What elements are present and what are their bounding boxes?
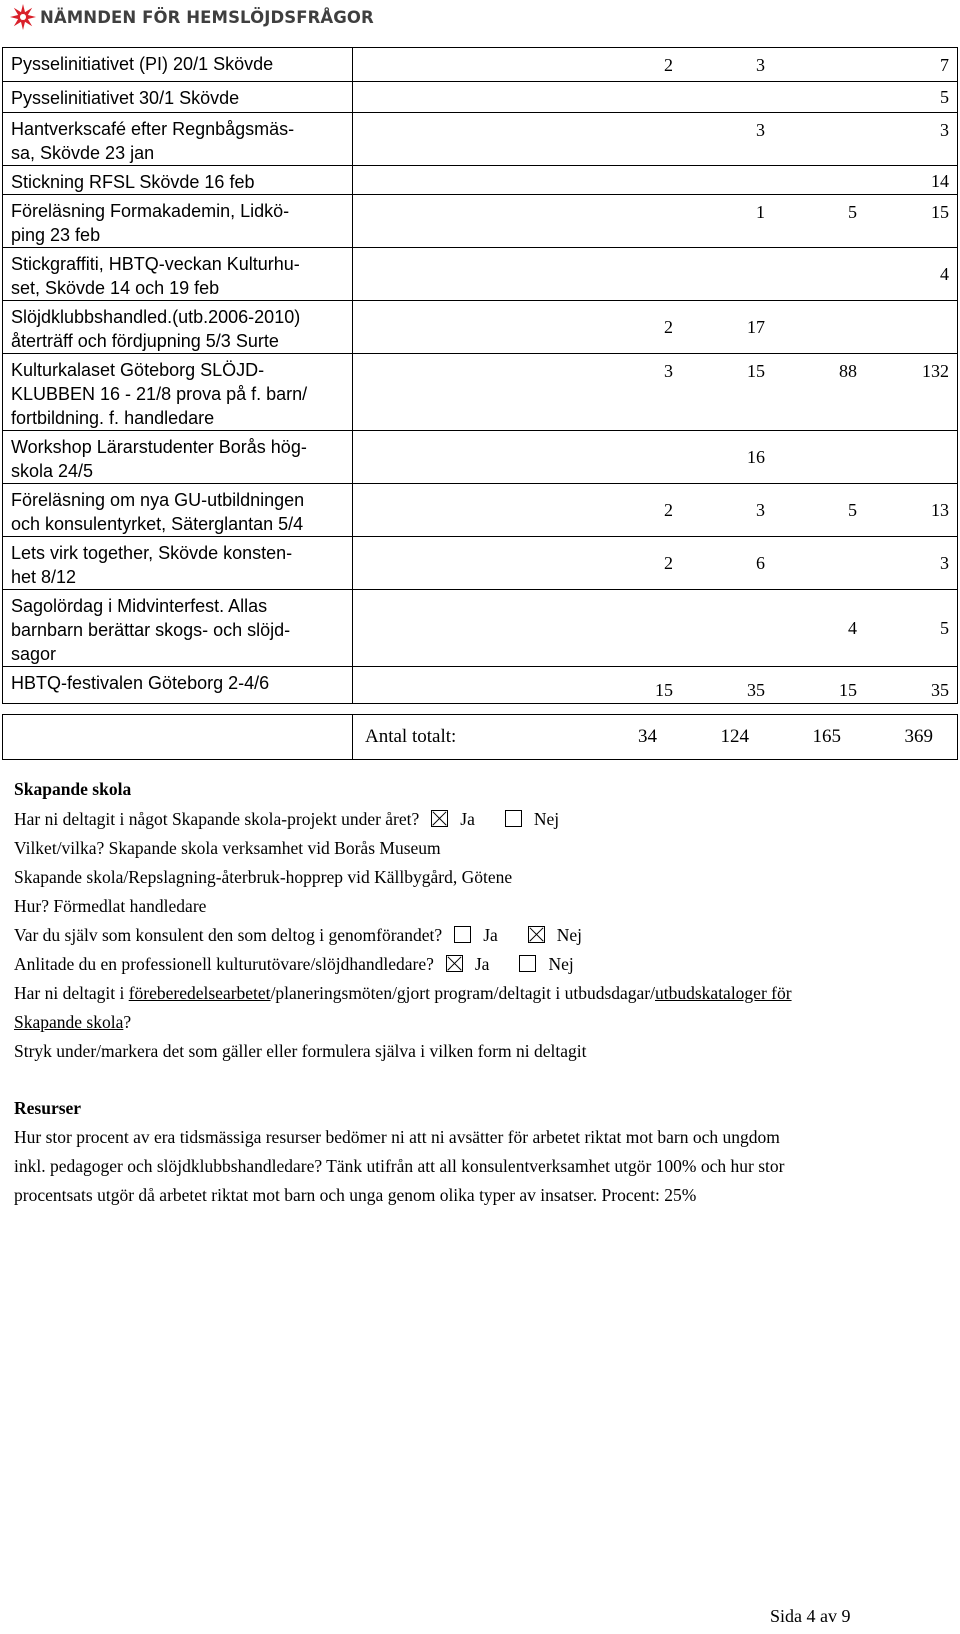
table-row — [3, 484, 958, 537]
count-value: 3 — [940, 120, 949, 140]
vilket-answer: Vilket/vilka? Skapande skola verksamhet vid Borås Museum — [14, 838, 441, 858]
ja-checkbox[interactable] — [454, 926, 471, 943]
underlined-option: utbudskataloger för — [655, 983, 792, 1003]
question-text: Har ni deltagit i något Skapande skola-projekt under året? — [14, 809, 420, 829]
total-value: 34 — [638, 726, 657, 747]
nej-checkbox[interactable] — [519, 955, 536, 972]
activity-values — [353, 248, 957, 300]
hur-answer: Hur? Förmedlat handledare — [14, 896, 207, 916]
org-logo — [10, 2, 374, 32]
count-value: 15 — [747, 361, 765, 381]
question-text: Anlitade du en professionell kulturutövare/slöjdhandledare? — [14, 954, 434, 974]
question-end: ? — [123, 1012, 132, 1032]
activity-values — [353, 537, 957, 589]
activity-label: Sagolördag i Midvinterfest. Allas barnbarn berättar skogs- och slöjd- sagor — [11, 596, 291, 664]
skapande-skola-heading: Skapande skola — [14, 779, 132, 799]
question-middle: /planeringsmöten/gjort program/deltagit i utbudsdagar/ — [270, 983, 655, 1003]
activity-values — [353, 82, 957, 112]
instruction-text: Stryk under/markera det som gäller eller formulera själva i vilken form ni deltagit — [14, 1041, 587, 1061]
underlined-option: Skapande skola — [14, 1012, 124, 1032]
activity-label: Slöjdklubbshandled.(utb.2006-2010) återträff och fördjupning 5/3 Surte — [11, 307, 301, 351]
count-value: 13 — [931, 500, 949, 520]
table-row — [3, 537, 958, 590]
table-row — [3, 301, 958, 354]
activity-label: Workshop Lärarstudenter Borås hög- skola 24/5 — [11, 437, 307, 481]
count-value — [765, 119, 857, 165]
empty-cell — [3, 715, 353, 760]
count-value — [353, 119, 673, 165]
activity-label: Lets virk together, Skövde konsten- het 8/12 — [11, 543, 293, 587]
total-label: Antal totalt: — [365, 726, 457, 747]
nej-label: Nej — [556, 925, 583, 945]
count-value: 88 — [839, 361, 857, 381]
count-value: 17 — [747, 317, 765, 337]
count-value: 5 — [848, 202, 857, 222]
table-row — [3, 82, 958, 113]
count-value: 132 — [922, 361, 949, 381]
nej-checkbox[interactable] — [528, 926, 545, 943]
count-value: 2 — [664, 317, 673, 337]
activity-values — [353, 484, 957, 536]
count-value: 1 — [756, 202, 765, 222]
resurser-text-2: inkl. pedagoger och slöjdklubbshandledare? Tänk utifrån att all konsulentverksamhet utgör 100% och hur stor — [14, 1156, 785, 1176]
nej-checkbox[interactable] — [505, 810, 522, 827]
count-value: 3 — [940, 553, 949, 573]
activity-values — [353, 113, 957, 165]
activities-table — [2, 47, 958, 760]
count-value: 15 — [839, 680, 857, 700]
table-row — [3, 166, 958, 195]
count-value: 16 — [747, 447, 765, 467]
count-value: 6 — [756, 553, 765, 573]
table-row — [3, 590, 958, 667]
activity-label: Hantverkscafé efter Regnbågsmäs- sa, Skövde 23 jan — [11, 119, 295, 163]
count-value: 3 — [756, 500, 765, 520]
question-skapande-projekt — [14, 808, 559, 830]
activity-label: Pysselinitiativet 30/1 Skövde — [11, 88, 240, 108]
ja-label: Ja — [460, 809, 475, 829]
count-value: 4 — [848, 618, 857, 638]
activity-label: Stickning RFSL Skövde 16 feb — [11, 172, 255, 192]
ja-label: Ja — [483, 925, 498, 945]
table-row — [3, 113, 958, 166]
question-deltagit — [14, 982, 792, 1004]
count-value: 4 — [940, 264, 949, 284]
count-value — [353, 201, 673, 247]
count-value: 2 — [664, 54, 673, 75]
count-value: 3 — [756, 120, 765, 140]
table-row — [3, 248, 958, 301]
red-star-logo-icon — [10, 4, 36, 30]
count-value: 5 — [848, 500, 857, 520]
total-values — [353, 715, 957, 759]
activity-label: Stickgraffiti, HBTQ-veckan Kulturhu- set, Skövde 14 och 19 feb — [11, 254, 300, 298]
question-kulturutovare — [14, 953, 574, 975]
table-row — [3, 195, 958, 248]
activity-label: Pysselinitiativet (PI) 20/1 Skövde — [11, 54, 274, 74]
org-name: NÄMNDEN FÖR HEMSLÖJDSFRÅGOR — [40, 7, 374, 27]
activity-values — [353, 590, 957, 666]
question-deltagit-cont — [14, 1011, 131, 1033]
activity-label: Föreläsning Formakademin, Lidkö- ping 23 feb — [11, 201, 290, 245]
count-value: 3 — [664, 361, 673, 381]
activity-values — [353, 667, 957, 703]
count-value: 5 — [940, 87, 949, 107]
nej-label: Nej — [533, 809, 560, 829]
activity-values — [353, 48, 957, 81]
total-row — [3, 715, 958, 760]
count-value: 2 — [664, 553, 673, 573]
ja-label: Ja — [474, 954, 490, 974]
question-prefix: Har ni deltagit i — [14, 983, 129, 1003]
total-value: 165 — [812, 726, 841, 747]
table-row — [3, 354, 958, 431]
underlined-option: föreberedelsearbetet — [128, 983, 271, 1003]
activity-values — [353, 166, 957, 194]
ja-checkbox[interactable] — [431, 810, 448, 827]
count-value: 14 — [931, 171, 949, 191]
projekt-answer: Skapande skola/Repslagning-återbruk-hopprep vid Källbygård, Götene — [14, 867, 513, 887]
total-value: 124 — [720, 726, 749, 747]
resurser-text-3: procentsats utgör då arbetet riktat mot barn och unga genom olika typer av insatser. Procent: 25% — [14, 1185, 697, 1205]
activity-values — [353, 354, 957, 430]
count-value: 7 — [940, 54, 949, 75]
ja-checkbox[interactable] — [446, 955, 463, 972]
count-value: 5 — [940, 618, 949, 638]
table-row — [3, 48, 958, 82]
spacer-cell — [3, 704, 958, 715]
question-text: Var du själv som konsulent den som deltog i genomförandet? — [14, 925, 443, 945]
count-value: 15 — [655, 680, 673, 700]
question-konsulent — [14, 924, 582, 946]
activity-label: Kulturkalaset Göteborg SLÖJD- KLUBBEN 16 - 21/8 prova på f. barn/ fortbildning. f. handledare — [11, 360, 308, 428]
count-value: 15 — [931, 202, 949, 222]
activity-label: Föreläsning om nya GU-utbildningen och konsulentyrket, Säterglantan 5/4 — [11, 490, 305, 534]
table-row — [3, 667, 958, 704]
page-number: Sida 4 av 9 — [770, 1606, 851, 1626]
table-row — [3, 431, 958, 484]
count-value: 3 — [756, 54, 765, 75]
activity-label: HBTQ-festivalen Göteborg 2-4/6 — [11, 673, 270, 693]
count-value: 2 — [664, 500, 673, 520]
total-value: 369 — [904, 726, 933, 747]
activity-values — [353, 301, 957, 353]
count-value: 35 — [931, 680, 949, 700]
activity-values — [353, 195, 957, 247]
activity-values — [353, 431, 957, 483]
nej-label: Nej — [548, 954, 574, 974]
resurser-heading: Resurser — [14, 1098, 82, 1118]
resurser-text-1: Hur stor procent av era tidsmässiga resurser bedömer ni att ni avsätter för arbetet riktat mot barn och ungdom — [14, 1127, 780, 1147]
count-value: 35 — [747, 680, 765, 700]
spacer-row — [3, 704, 958, 715]
